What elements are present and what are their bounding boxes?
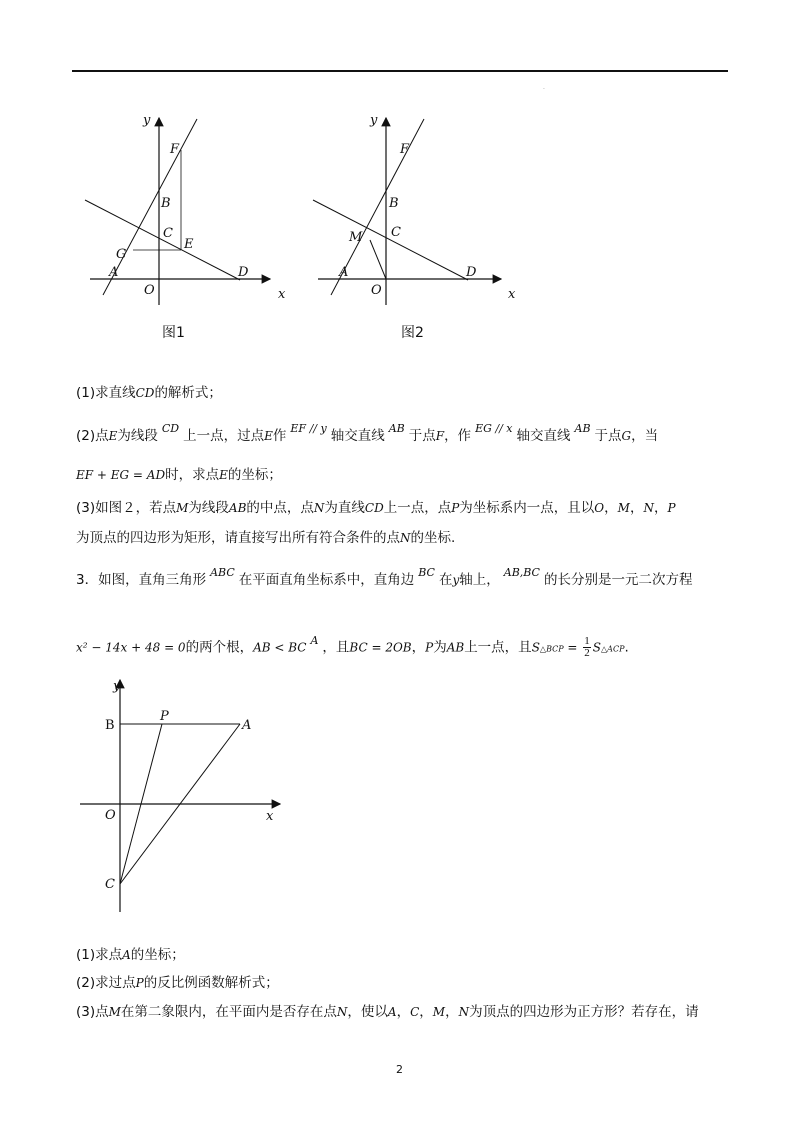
- label-C: C: [105, 877, 115, 892]
- p3-q1: (1)求点A的坐标；: [76, 947, 185, 963]
- label-C: C: [391, 225, 401, 240]
- p2-q3: (3)如图２，若点M为线段AB的中点，点N为直线CD上一点，点P为坐标系内一点，且以O，M，N，P: [76, 500, 676, 516]
- label-O: O: [371, 283, 382, 298]
- label-G: G: [116, 247, 127, 262]
- label-B: B: [105, 718, 115, 733]
- label-P: P: [160, 709, 169, 724]
- figure-2-caption: 图2: [401, 325, 424, 341]
- label-M: M: [349, 230, 363, 245]
- figure-3: [80, 676, 300, 916]
- page-number: 2: [396, 1063, 403, 1076]
- p3-line1: 3．如图，直角三角形 $^{ABC}$ 在平面直角坐标系中，直角边 $^{BC}$ 在y轴上， $^{AB,BC}$ 的长分别是一元二次方程: [76, 566, 693, 588]
- label-A: A: [109, 265, 119, 280]
- label-x: x: [508, 287, 516, 302]
- label-B: B: [161, 196, 171, 211]
- label-E: E: [184, 237, 194, 252]
- label-F: F: [170, 142, 180, 157]
- label-A: A: [339, 265, 349, 280]
- figure-1: [80, 110, 300, 310]
- page-dot: .: [543, 84, 545, 91]
- p2-q2-cont: EF + EG = AD时，求点E的坐标；: [76, 467, 282, 483]
- figure-1-caption: 图1: [162, 325, 185, 341]
- label-x: x: [278, 287, 286, 302]
- p3-q2: (2)求过点P的反比例函数解析式；: [76, 975, 279, 991]
- line-cd: [313, 200, 468, 280]
- label-F: F: [400, 142, 410, 157]
- p2-q2: (2)点E为线段 $^{CD}$ 上一点，过点E作 $^{EF // y}$ 轴交直线 $^{AB}$ 于点F，作 $^{EG // x}$ 轴交直线 $^{AB}$ 于点G，当: [76, 422, 659, 444]
- p3-q3: (3)点M在第二象限内，在平面内是否存在点N，使以A，C，M，N为顶点的四边形为正方形？若存在，请: [76, 1004, 699, 1020]
- label-D: D: [466, 265, 477, 280]
- label-D: D: [238, 265, 249, 280]
- label-y: y: [113, 679, 121, 694]
- p2-q3-cont: 为顶点的四边形为矩形，请直接写出所有符合条件的点N的坐标.: [76, 530, 456, 546]
- label-O: O: [144, 283, 155, 298]
- label-x: x: [266, 809, 274, 824]
- fraction-half: $\frac{1}{2}$: [584, 635, 590, 659]
- label-y: y: [143, 113, 151, 128]
- label-A: A: [242, 718, 252, 733]
- label-y: y: [370, 113, 378, 128]
- header-rule: [72, 70, 728, 72]
- label-O: O: [105, 808, 116, 823]
- figure-2: [308, 110, 528, 310]
- p3-line2: x² − 14x + 48 = 0的两个根，AB < $BC^A$ ，且BC = 2OB，P为AB上一点，且S△BCP = $\frac{1}{2}$ S△ACP.: [76, 633, 629, 659]
- label-B: B: [389, 196, 399, 211]
- label-C: C: [163, 226, 173, 241]
- segment-om: [370, 240, 386, 279]
- p2-q1: (1)求直线CD的解析式；: [76, 385, 222, 401]
